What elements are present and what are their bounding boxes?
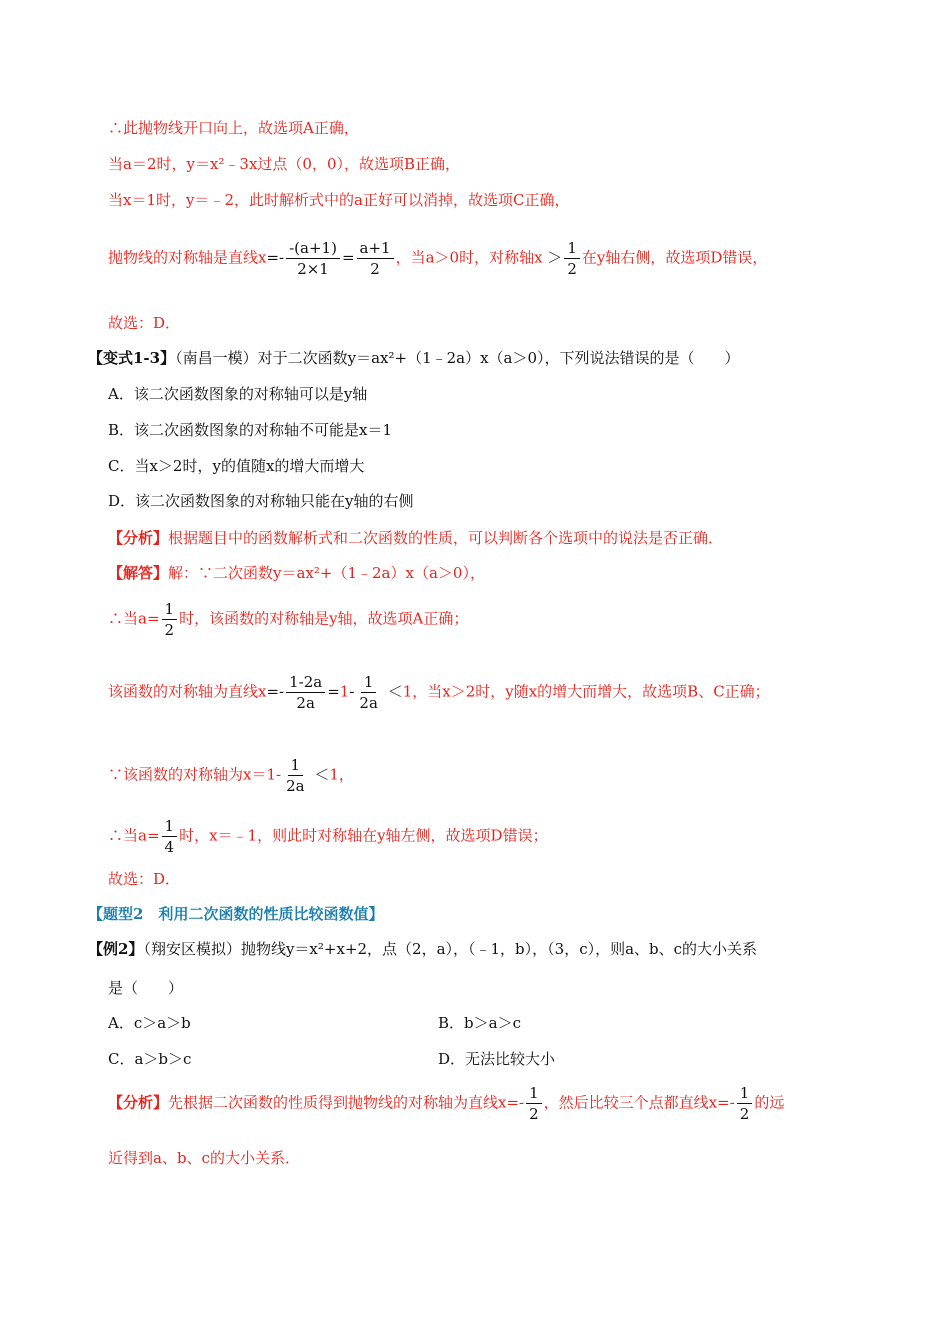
fraction-a-plus-1-over-2: [357, 238, 394, 279]
denominator: 4: [164, 838, 175, 856]
variant-option-d: D．该二次函数图象的对称轴只能在y轴的右侧: [108, 492, 414, 510]
analysis-part-1: 先根据二次函数的性质得到抛物线的对称轴为直线x=-: [168, 1093, 525, 1112]
fraction-one-quarter: [162, 816, 178, 857]
numerator: 1: [737, 1083, 753, 1104]
s3-prefix: ∵该函数的对称轴为x＝1-: [108, 765, 282, 784]
example2-option-c: C．a＞b＞c: [108, 1050, 192, 1068]
denominator: 2: [529, 1105, 539, 1123]
fraction-one-half: [162, 599, 178, 640]
condition-text: ，当a＞0时，对称轴x: [395, 248, 543, 267]
analysis-tag: 【分析】: [108, 1093, 169, 1112]
variant-solution-line-1: [108, 599, 468, 640]
denominator: 2: [739, 1105, 750, 1123]
example2-analysis-cont: 近得到a、b、c的大小关系．: [108, 1149, 300, 1167]
variant-stem: [88, 347, 740, 369]
variant-stem-text: （南昌一模）对于二次函数y＝ax²+（1﹣2a）x（a＞0），下列说法错误的是（ ）: [175, 349, 740, 367]
variant-solution-line-3: ∵该函数的对称轴为x＝1- $\frac{1}{2a}$ ＜1，: [108, 756, 354, 795]
analysis-part-2: ，然后比较三个点都直线x=-: [543, 1093, 735, 1112]
variant-solution-intro: [108, 562, 485, 584]
example2-tag: 【例2】: [88, 940, 144, 958]
numerator: 1: [564, 238, 580, 259]
denominator: 2: [370, 260, 380, 278]
solution-intro-text: 解：∵二次函数y＝ax²+（1﹣2a）x（a＞0），: [168, 564, 485, 582]
example2-analysis: [108, 1083, 784, 1124]
fraction-1-minus-2a-over-2a: [286, 672, 325, 713]
numerator: 1-2a: [286, 672, 325, 693]
s1-suffix: 时，该函数的对称轴是y轴，故选项A正确；: [179, 609, 469, 628]
numerator: 1: [288, 755, 304, 776]
variant-option-c: C．当x＞2时，y的值随x的增大而增大: [108, 457, 365, 475]
variant-solution-line-2: 该函数的对称轴为直线x=- $\frac{1-2a}{2a}$ =1- $\frac{1}{2a}$ ＜1，当x＞2时，y随x的增大而增大，故选项B、C正确；: [108, 673, 770, 712]
variant-tag: 【变式1-3】: [88, 349, 176, 367]
axis-text: 抛物线的对称轴是直线x: [108, 248, 267, 267]
numerator: a+1: [357, 238, 394, 259]
example2-option-b: B．b＞a＞c: [438, 1014, 521, 1032]
variant-option-b: B．该二次函数图象的对称轴不可能是x＝1: [108, 421, 393, 439]
section-title: 【题型2 利用二次函数的性质比较函数值】: [88, 905, 384, 923]
analysis-part-3: 的远: [754, 1093, 785, 1112]
solution-tag: 【解答】: [108, 564, 169, 582]
denominator: 2a: [359, 694, 378, 712]
numerator: -(a+1): [286, 238, 340, 259]
fraction-neg-a-plus-1-over-2x1: [286, 238, 340, 279]
fraction-one-half: [564, 238, 580, 279]
fraction-1-over-2a: [283, 755, 308, 796]
example2-option-a: A．c＞a＞b: [108, 1014, 191, 1032]
conclusion-text: 在y轴右侧，故选项D错误，: [581, 248, 768, 267]
denominator: 2: [164, 621, 175, 639]
s2-suffix: 1，当x＞2时，y随x的增大而增大，故选项B、C正确；: [402, 682, 770, 701]
variant-solution-line-4: [108, 816, 548, 857]
numerator: 1: [526, 1083, 542, 1104]
s2-prefix: 该函数的对称轴为直线x: [108, 682, 267, 701]
s2-middle: 1: [339, 682, 350, 701]
s4-prefix: ∴当a=: [108, 826, 160, 845]
denominator: 2: [567, 260, 577, 278]
prev-solution-line-4: 抛物线的对称轴是直线x=- $\frac{-(a+1)}{2\times 1}$ = $\frac{a+1}{2}$ ，当a＞0时，对称轴x ＞ $\frac{1}{2}$ 在y轴右侧，故选项D错误，: [108, 239, 768, 278]
denominator: 2a: [286, 777, 305, 795]
denominator: 2a: [296, 694, 315, 712]
prev-solution-line-3: 当x＝1时，y＝﹣2，此时解析式中的a正好可以消掉，故选项C正确，: [108, 191, 570, 209]
prev-solution-line-2: 当a＝2时，y＝x²﹣3x过点（0，0），故选项B正确，: [108, 155, 461, 173]
fraction-one-half: [526, 1083, 542, 1124]
numerator: 1: [162, 599, 178, 620]
example2-stem-text: （翔安区模拟）抛物线y＝x²+x+2，点（2，a），（﹣1，b），（3，c），则a、b、c的大小关系: [143, 940, 758, 958]
variant-analysis: [108, 527, 723, 549]
variant-answer: 故选：D．: [108, 870, 181, 888]
variant-option-a: A．该二次函数图象的对称轴可以是y轴: [108, 385, 368, 403]
example2-option-d: D．无法比较大小: [438, 1050, 556, 1068]
numerator: 1: [162, 816, 178, 837]
analysis-text: 根据题目中的函数解析式和二次函数的性质，可以判断各个选项中的说法是否正确．: [168, 529, 724, 547]
numerator: 1: [361, 672, 377, 693]
s1-prefix: ∴当a=: [108, 609, 160, 628]
example2-stem: [88, 938, 757, 960]
example2-stem-cont: 是（ ）: [108, 979, 184, 997]
fraction-one-half: [737, 1083, 753, 1124]
prev-solution-line-1: ∴此抛物线开口向上，故选项A正确，: [108, 119, 359, 137]
s4-suffix: 时，x＝﹣1，则此时对称轴在y轴左侧，故选项D错误；: [179, 826, 548, 845]
analysis-tag: 【分析】: [108, 529, 169, 547]
prev-answer: 故选：D．: [108, 314, 181, 332]
denominator: 2×1: [297, 260, 329, 278]
s3-suffix: 1，: [329, 765, 354, 784]
fraction-1-over-2a: [356, 672, 381, 713]
